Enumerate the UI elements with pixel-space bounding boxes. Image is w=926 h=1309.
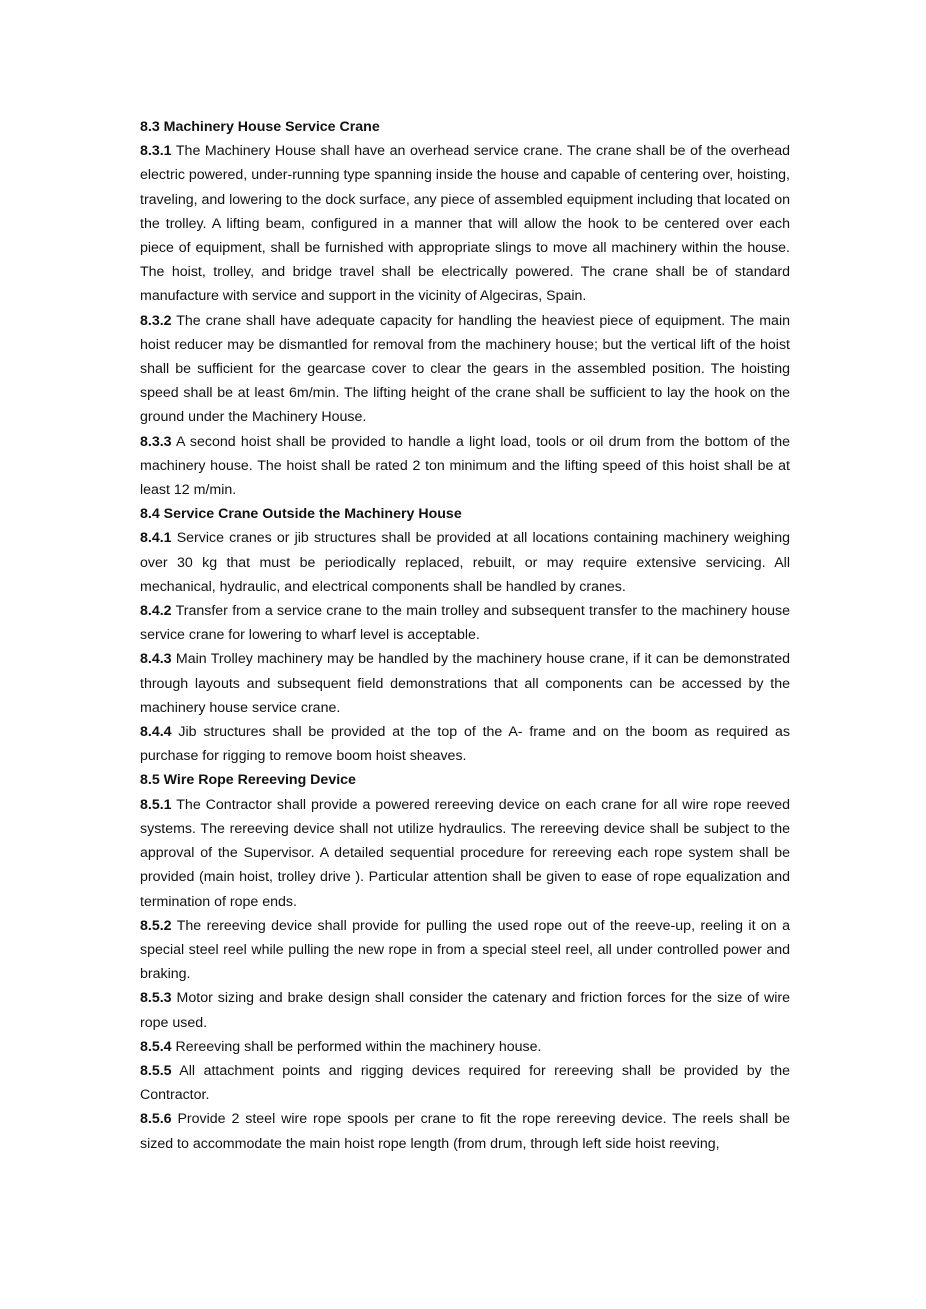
paragraph [140, 526, 790, 599]
paragraph [140, 720, 790, 768]
clause-text: The crane shall have adequate capacity for handling the heaviest piece of equipment. The main hoist reducer may be dismantled for removal from the machinery house; but the vertical lift of the hoist shall be sufficient for the gearcase cover to clear the gears in the assembled position. The hoisting speed shall be at least 6m/min. The lifting height of the crane shall be sufficient to lay the hook on the ground under the Machinery House. [140, 312, 790, 426]
clause-number: 8.3.2 [140, 312, 172, 329]
paragraph [140, 793, 790, 914]
clause-number: 8.5.1 [140, 796, 172, 813]
section-heading: 8.4 Service Crane Outside the Machinery House [140, 506, 462, 523]
clause-text: The Contractor shall provide a powered rereeving device on each crane for all wire rope reeved systems. The rereeving device shall not utilize hydraulics. The rereeving device shall be subject to the approval of the Supervisor. A detailed sequential procedure for rereeving each rope system shall be provided (main hoist, trolley drive ). Particular attention shall be given to ease of rope equalization and termination of rope ends. [140, 796, 790, 910]
paragraph [140, 139, 790, 308]
clause-number: 8.5.6 [140, 1111, 172, 1128]
clause-text: A second hoist shall be provided to handle a light load, tools or oil drum from the bottom of the machinery house. The hoist shall be rated 2 ton minimum and the lifting speed of this hoist shall be at least 12 m/min. [140, 433, 790, 499]
clause-number: 8.5.5 [140, 1062, 172, 1079]
paragraph [140, 1107, 790, 1155]
paragraph [140, 647, 790, 720]
section-heading: 8.3 Machinery House Service Crane [140, 119, 380, 135]
paragraph [140, 309, 790, 430]
clause-text: Service cranes or jib structures shall be provided at all locations containing machinery weighing over 30 kg that must be periodically replaced, rebuilt, or may require extensive servicing. All mechanical, hydraulic, and electrical components shall be handled by cranes. [140, 530, 790, 595]
clause-text: Transfer from a service crane to the main trolley and subsequent transfer to the machinery house service crane for lowering to wharf level is acceptable. [140, 603, 790, 644]
clause-number: 8.3.1 [140, 143, 172, 160]
paragraph [140, 986, 790, 1034]
clause-number: 8.4.1 [140, 530, 172, 547]
clause-number: 8.3.3 [140, 433, 172, 450]
section-heading: 8.5 Wire Rope Rereeving Device [140, 772, 356, 789]
paragraph [140, 430, 790, 503]
clause-number: 8.5.2 [140, 917, 172, 934]
clause-number: 8.4.3 [140, 651, 172, 668]
clause-text: The Machinery House shall have an overhead service crane. The crane shall be of the overhead electric powered, under-running type spanning inside the house and capable of centering over, hoisting, traveling, and lowering to the dock surface, any piece of assembled equipment including that located on the trolley. A lifting beam, configured in a manner that will allow the hook to be centered over each piece of equipment, shall be furnished with appropriate slings to move all machinery within the house. The hoist, trolley, and bridge travel shall be electrically powered. The crane shall be of standard manufacture with service and support in the vicinity of Algeciras, Spain. [140, 143, 791, 305]
document-page [140, 115, 790, 1156]
clause-text: Provide 2 steel wire rope spools per crane to fit the rope rereeving device. The reels shall be sized to accommodate the main hoist rope length (from drum, through left side hoist reeving, [140, 1111, 791, 1152]
clause-text: Jib structures shall be provided at the top of the A- frame and on the boom as required as purchase for rigging to remove boom hoist sheaves. [140, 724, 790, 765]
paragraph [140, 914, 790, 987]
clause-number: 8.4.4 [140, 724, 172, 741]
paragraph [140, 1035, 790, 1059]
paragraph [140, 599, 790, 647]
clause-text: Motor sizing and brake design shall consider the catenary and friction forces for the size of wire rope used. [140, 990, 790, 1031]
clause-number: 8.4.2 [140, 603, 172, 620]
clause-text: Rereeving shall be performed within the machinery house. [175, 1038, 542, 1055]
clause-text: All attachment points and rigging devices required for rereeving shall be provided by the Contractor. [140, 1062, 790, 1104]
clause-number: 8.5.3 [140, 990, 172, 1007]
paragraph [140, 1059, 790, 1107]
clause-number: 8.5.4 [140, 1038, 172, 1055]
clause-text: Main Trolley machinery may be handled by the machinery house crane, if it can be demonstrated through layouts and subsequent field demonstrations that all components can be accessed by the machinery house service crane. [140, 651, 790, 716]
clause-text: The rereeving device shall provide for pulling the used rope out of the reeve-up, reeling it on a special steel reel while pulling the new rope in from a special steel reel, all under controlled power and braking. [140, 917, 790, 983]
